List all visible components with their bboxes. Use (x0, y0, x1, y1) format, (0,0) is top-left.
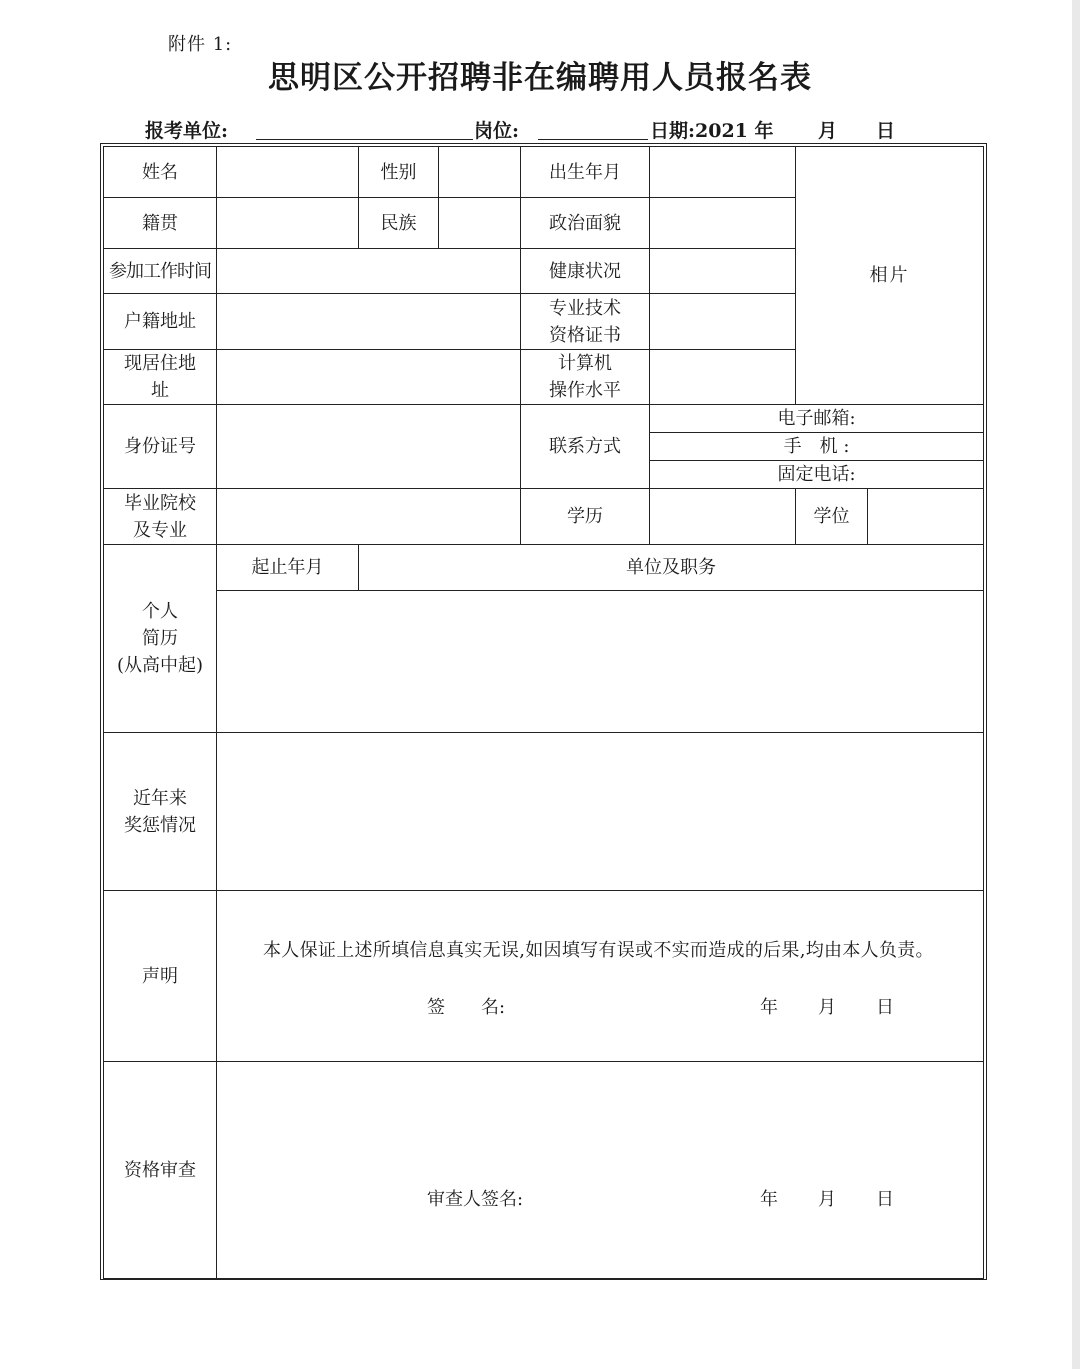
signature-year: 年 (760, 997, 778, 1018)
computer-label (521, 350, 650, 405)
health-field[interactable] (650, 249, 796, 294)
date-label: 日期:2021 年 (650, 120, 774, 142)
signature-day: 日 (876, 997, 894, 1018)
resume-line1: 个人 (142, 601, 178, 622)
education-field[interactable] (650, 489, 796, 545)
political-status-field[interactable] (650, 198, 796, 249)
household-address-field[interactable] (217, 294, 521, 350)
degree-field[interactable] (868, 489, 984, 545)
birth-label: 出生年月 (521, 147, 650, 198)
registration-form (103, 146, 984, 1279)
awards-field[interactable] (217, 733, 984, 891)
native-place-label: 籍贯 (104, 198, 217, 249)
gender-field[interactable] (439, 147, 521, 198)
qualification-label: 资格审查 (104, 1062, 217, 1279)
professional-cert-label (521, 294, 650, 350)
id-number-field[interactable] (217, 405, 521, 489)
awards-label (104, 733, 217, 891)
school-field[interactable] (217, 489, 521, 545)
id-number-label: 身份证号 (104, 405, 217, 489)
unit-input-line[interactable] (256, 139, 473, 140)
computer-line1: 计算机 (558, 353, 612, 374)
unit-label: 报考单位: (145, 120, 229, 142)
current-address-line2: 址 (151, 380, 169, 401)
review-year: 年 (760, 1189, 778, 1210)
work-start-label: 参加工作时间 (104, 249, 217, 294)
photo-label: 相片 (869, 265, 910, 286)
household-address-label: 户籍地址 (104, 294, 217, 350)
unit-duty-header: 单位及职务 (359, 545, 984, 591)
professional-cert-line1: 专业技术 (549, 297, 621, 319)
name-label: 姓名 (104, 147, 217, 198)
mobile-field[interactable]: 手 机 : (650, 433, 984, 461)
review-day: 日 (876, 1189, 894, 1210)
current-address-field[interactable] (217, 350, 521, 405)
awards-line1: 近年来 (133, 787, 187, 809)
reviewer-signature-label[interactable]: 审查人签名: (427, 1189, 524, 1210)
awards-line2: 奖惩情况 (124, 814, 196, 836)
name-field[interactable] (217, 147, 359, 198)
native-place-field[interactable] (217, 198, 359, 249)
gender-label: 性别 (359, 147, 439, 198)
current-address-label (104, 350, 217, 405)
school-line1: 毕业院校 (124, 492, 196, 514)
attachment-label: 附件 1: (168, 34, 233, 55)
signature-month: 月 (818, 997, 836, 1018)
landline-field[interactable]: 固定电话: (650, 461, 984, 489)
health-label: 健康状况 (521, 249, 650, 294)
degree-label: 学位 (796, 489, 868, 545)
page-title: 思明区公开招聘非在编聘用人员报名表 (268, 60, 812, 96)
review-month: 月 (818, 1189, 836, 1210)
school-label (104, 489, 217, 545)
email-field[interactable]: 电子邮箱: (650, 405, 984, 433)
professional-cert-line2: 资格证书 (549, 324, 621, 346)
education-label: 学历 (521, 489, 650, 545)
position-label: 岗位: (474, 120, 520, 142)
qualification-cell (217, 1062, 984, 1279)
resume-label (104, 545, 217, 733)
signature-label[interactable]: 签 名: (427, 997, 506, 1018)
date-month: 月 (818, 120, 838, 142)
declaration-label: 声明 (104, 891, 217, 1062)
resume-field[interactable] (217, 591, 984, 733)
period-header: 起止年月 (217, 545, 359, 591)
current-address-line1: 现居住地 (124, 353, 196, 374)
computer-line2: 操作水平 (549, 380, 621, 401)
declaration-cell (217, 891, 984, 1062)
computer-field[interactable] (650, 350, 796, 405)
birth-field[interactable] (650, 147, 796, 198)
photo-box[interactable] (796, 147, 984, 405)
resume-line3: (从高中起) (116, 655, 204, 676)
page-edge (1072, 0, 1080, 1369)
professional-cert-field[interactable] (650, 294, 796, 350)
resume-line2: 简历 (142, 628, 178, 649)
political-status-label: 政治面貌 (521, 198, 650, 249)
ethnicity-label: 民族 (359, 198, 439, 249)
declaration-text: 本人保证上述所填信息真实无误,如因填写有误或不实而造成的后果,均由本人负责。 (263, 940, 934, 961)
date-day: 日 (876, 120, 896, 142)
ethnicity-field[interactable] (439, 198, 521, 249)
contact-label: 联系方式 (521, 405, 650, 489)
position-input-line[interactable] (538, 139, 648, 140)
work-start-field[interactable] (217, 249, 521, 294)
school-line2: 及专业 (133, 519, 187, 541)
